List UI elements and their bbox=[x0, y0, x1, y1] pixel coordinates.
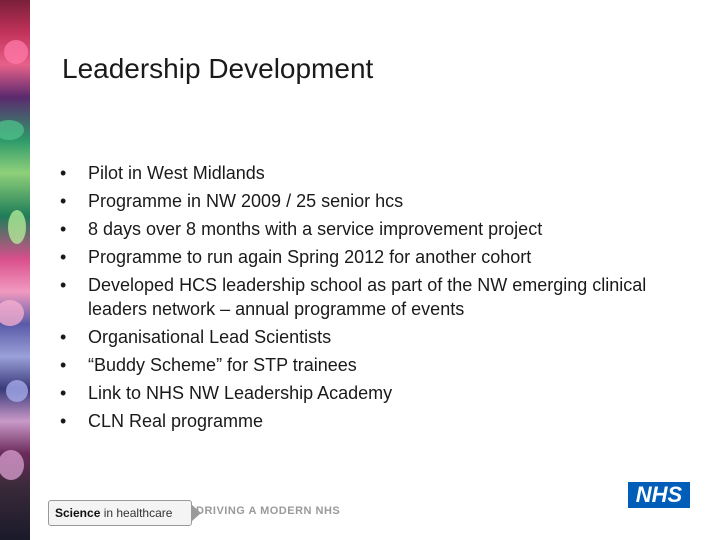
bullet-dot-icon: • bbox=[60, 247, 67, 267]
bullet-text: Developed HCS leadership school as part of the NW emerging clinical leaders network – annual programme of events bbox=[88, 275, 647, 319]
bullet-text: CLN Real programme bbox=[88, 411, 264, 431]
slide-title: Leadership Development bbox=[62, 53, 374, 84]
bullet-text: 8 days over 8 months with a service improvement project bbox=[88, 219, 543, 239]
bullet-item bbox=[60, 245, 660, 269]
tagline: DRIVING A MODERN NHS bbox=[196, 505, 341, 517]
bullet-item bbox=[60, 273, 660, 321]
bullet-item bbox=[60, 189, 660, 213]
logo-text-rest: in healthcare bbox=[100, 506, 173, 520]
bullet-text: Pilot in West Midlands bbox=[88, 163, 265, 183]
bullet-text: “Buddy Scheme” for STP trainees bbox=[88, 355, 357, 375]
decorative-image-strip bbox=[0, 0, 30, 540]
logo-text bbox=[49, 506, 172, 520]
bullet-item bbox=[60, 381, 660, 405]
bullet-dot-icon: • bbox=[60, 275, 67, 295]
bullet-item bbox=[60, 353, 660, 377]
bullet-item bbox=[60, 325, 660, 349]
science-in-healthcare-logo bbox=[48, 500, 192, 526]
bullet-dot-icon: • bbox=[60, 327, 67, 347]
bullet-dot-icon: • bbox=[60, 219, 67, 239]
bullet-list bbox=[60, 161, 660, 437]
bullet-text: Programme to run again Spring 2012 for another cohort bbox=[88, 247, 532, 267]
bullet-text: Programme in NW 2009 / 25 senior hcs bbox=[88, 191, 404, 211]
bullet-item bbox=[60, 217, 660, 241]
bullet-item bbox=[60, 409, 660, 433]
logo-text-bold: Science bbox=[55, 506, 101, 520]
bullet-dot-icon: • bbox=[60, 355, 67, 375]
bullet-dot-icon: • bbox=[60, 163, 67, 183]
bullet-dot-icon: • bbox=[60, 191, 67, 211]
bullet-text: Organisational Lead Scientists bbox=[88, 327, 332, 347]
nhs-logo: NHS bbox=[628, 482, 690, 508]
bullet-text: Link to NHS NW Leadership Academy bbox=[88, 383, 393, 403]
bullet-item bbox=[60, 161, 660, 185]
bullet-dot-icon: • bbox=[60, 383, 67, 403]
bullet-dot-icon: • bbox=[60, 411, 67, 431]
